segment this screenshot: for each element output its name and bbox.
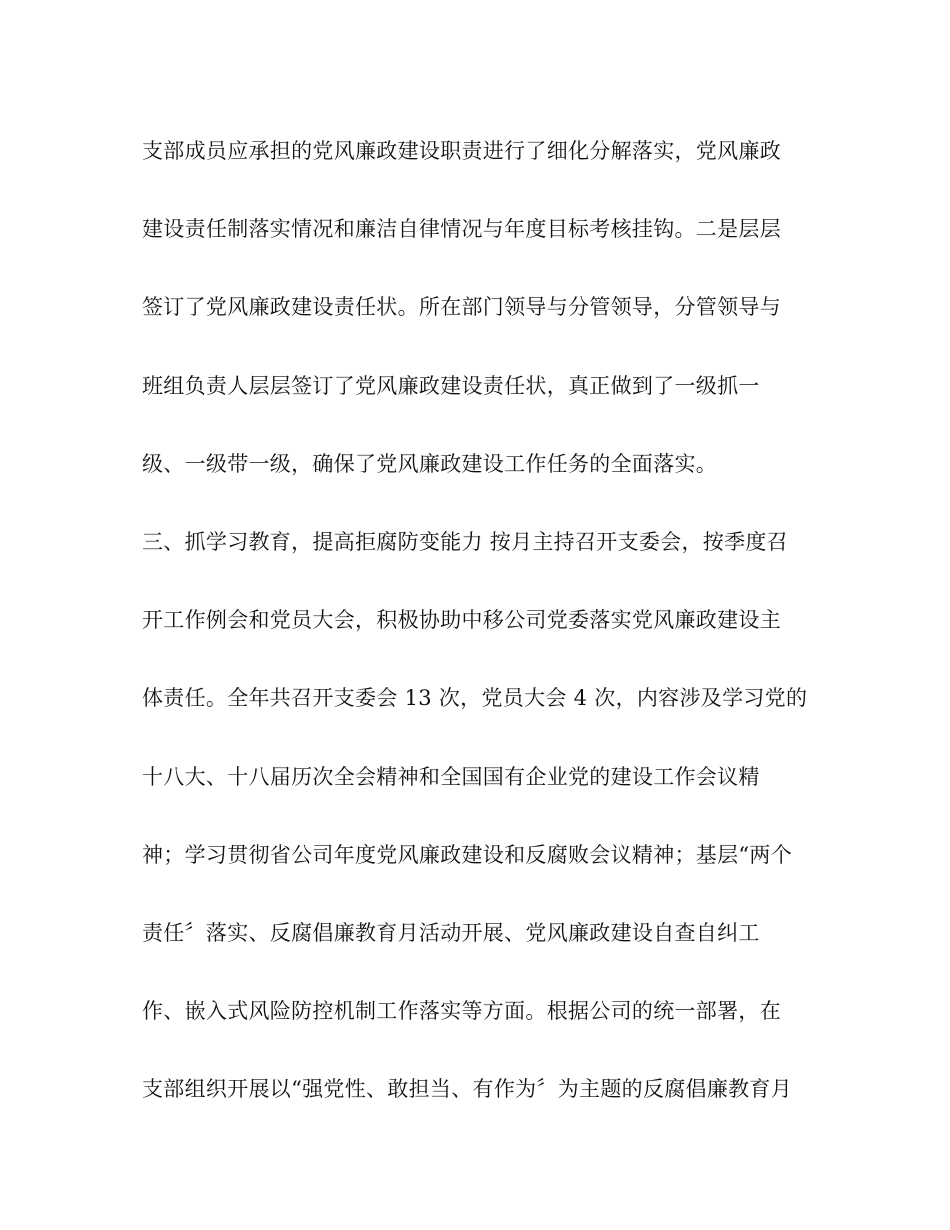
text-line: 签订了党风廉政建设责任状。所在部门领导与分管领导，分管领导与 xyxy=(142,295,781,320)
text-line: 责任〞落实、反腐倡廉教育月活动开展、党风廉政建设自查自纠工 xyxy=(142,920,760,945)
text-line: 神；学习贯彻省公司年度党风廉政建设和反腐败会议精神；基层“两个 xyxy=(142,842,793,867)
text-line: 开工作例会和党员大会，积极协助中移公司党委落实党风廉政建设主 xyxy=(142,608,781,633)
text-line: 支部组织开展以“强党性、敢担当、有作为〞为主题的反腐倡廉教育月 xyxy=(142,1077,793,1102)
text-line: 体责任。全年共召开支委会 13 次，党员大会 4 次，内容涉及学习党的 xyxy=(142,686,808,711)
text-line: 支部成员应承担的党风廉政建设职责进行了细化分解落实，党风廉政 xyxy=(142,139,781,163)
document-body xyxy=(142,138,822,1154)
text-line: 级、一级带一级，确保了党风廉政建设工作任务的全面落实。 xyxy=(142,451,718,476)
text-line: 班组负责人层层签订了党风廉政建设责任状，真正做到了一级抓一 xyxy=(142,373,760,398)
text-line: 建设责任制落实情况和廉洁自律情况与年度目标考核挂钩。二是层层 xyxy=(142,217,781,242)
section-heading-line: 三、抓学习教育，提高拒腐防变能力 按月主持召开支委会，按季度召 xyxy=(142,529,788,554)
text-line: 十八大、十八届历次全会精神和全国国有企业党的建设工作会议精 xyxy=(142,764,760,789)
text-line: 作、嵌入式风险防控机制工作落实等方面。根据公司的统一部署，在 xyxy=(142,999,781,1024)
